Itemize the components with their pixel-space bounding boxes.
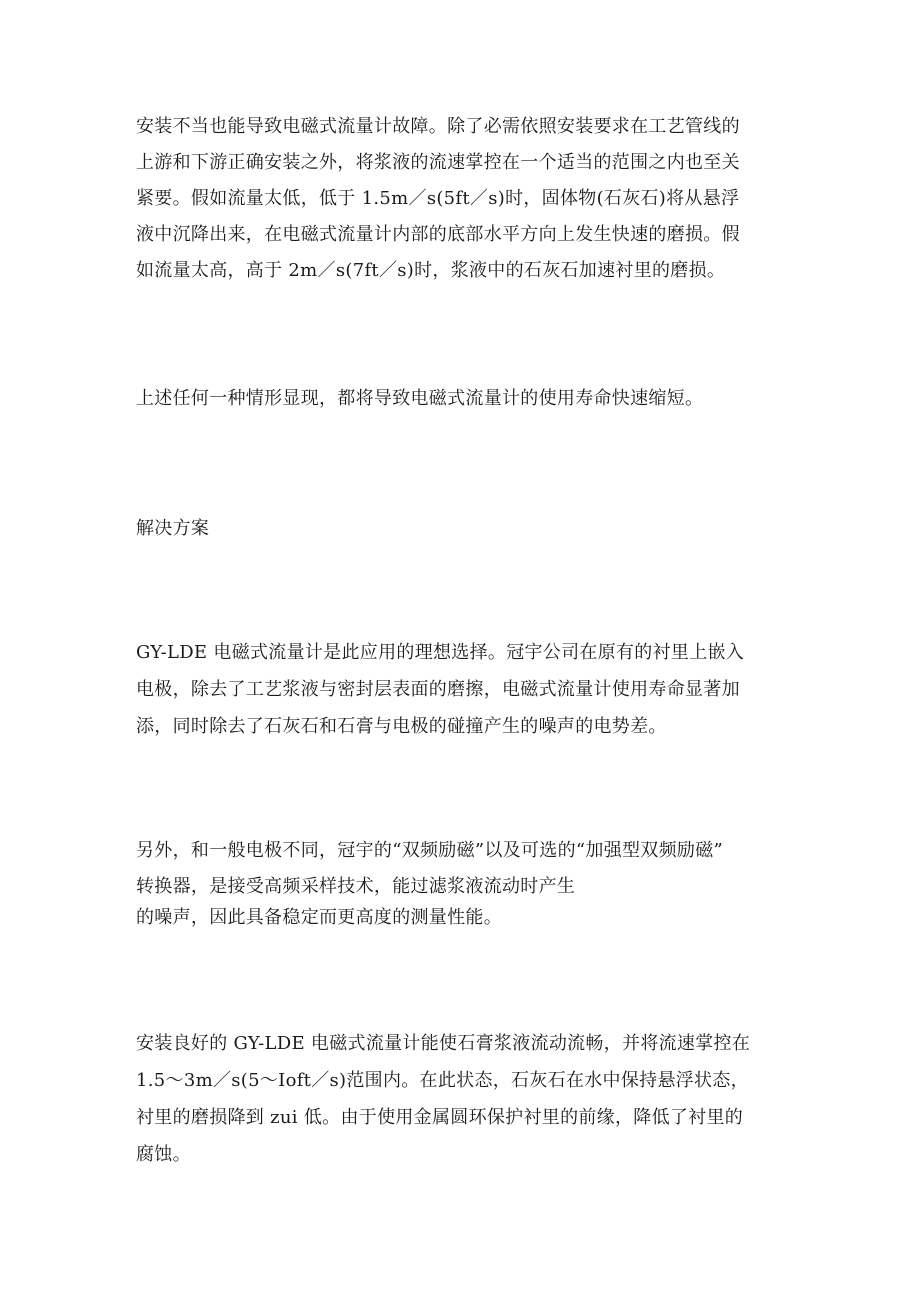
paragraph-1-line-4: 液中沉降出来，在电磁式流量计内部的底部水平方向上发生快速的磨损。假	[136, 224, 740, 245]
paragraph-5-line-2: 1.5～3m／s(5～Ioft／s)范围内。在此状态，石灰石在水中保持悬浮状态，	[136, 1070, 749, 1091]
paragraph-1-line-3: 紧要。假如流量太低，低于 1.5m／s(5ft／s)时，固体物(石灰石)将从悬浮	[136, 188, 740, 209]
paragraph-2-line-1: 上述任何一种情形显现，都将导致电磁式流量计的使用寿命快速缩短。	[136, 388, 704, 409]
paragraph-1-line-5: 如流量太高，高于 2m／s(7ft／s)时，浆液中的石灰石加速衬里的磨损。	[136, 260, 726, 281]
paragraph-5-line-1: 安装良好的 GY-LDE 电磁式流量计能使石膏浆液流动流畅，并将流速掌控在	[136, 1033, 751, 1054]
section-heading: 解决方案	[136, 518, 210, 539]
paragraph-1-line-1: 安装不当也能导致电磁式流量计故障。除了必需依照安装要求在工艺管线的	[136, 116, 740, 137]
paragraph-4-line-2: 转换器，是接受高频采样技术，能过滤浆液流动时产生	[136, 876, 576, 897]
paragraph-1-line-2: 上游和下游正确安装之外，将浆液的流速掌控在一个适当的范围之内也至关	[136, 152, 740, 173]
paragraph-4-line-3: 的噪声，因此具备稳定而更高度的测量性能。	[136, 907, 502, 928]
paragraph-3-line-3: 添，同时除去了石灰石和石膏与电极的碰撞产生的噪声的电势差。	[136, 716, 667, 737]
paragraph-5-line-4: 腐蚀。	[136, 1144, 191, 1165]
paragraph-3-line-2: 电极，除去了工艺浆液与密封层表面的磨擦，电磁式流量计使用寿命显著加	[136, 679, 740, 700]
paragraph-4-line-1: 另外，和一般电极不同，冠宇的“双频励磁”以及可选的“加强型双频励磁”	[136, 840, 724, 861]
paragraph-5-line-3: 衬里的磨损降到 zui 低。由于使用金属圆环保护衬里的前缘，降低了衬里的	[136, 1107, 744, 1128]
paragraph-3-line-1: GY-LDE 电磁式流量计是此应用的理想选择。冠宇公司在原有的衬里上嵌入	[136, 642, 745, 663]
